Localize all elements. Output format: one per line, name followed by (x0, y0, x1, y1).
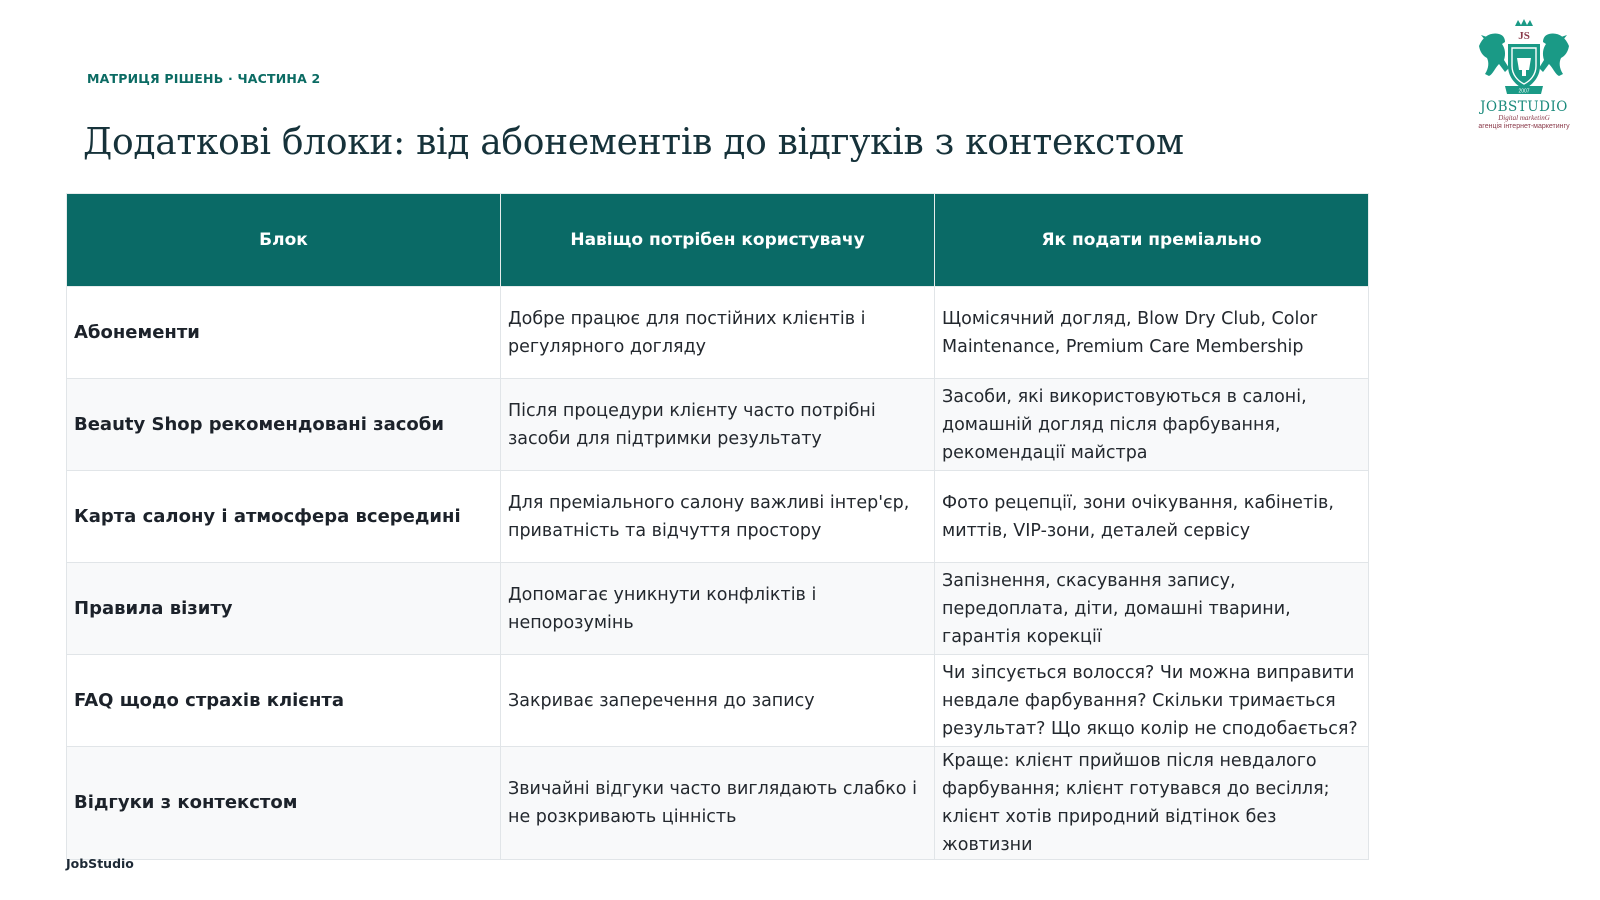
table-header-row (67, 194, 1369, 287)
row-how: Фото рецепції, зони очікування, кабінетів, миттів, VIP-зони, деталей сервісу (935, 471, 1369, 563)
jobstudio-logo (1468, 18, 1580, 136)
table-row (67, 471, 1369, 563)
section-kicker: МАТРИЦЯ РІШЕНЬ · ЧАСТИНА 2 (87, 71, 321, 86)
footer-brand: JobStudio (66, 856, 134, 871)
row-block-name: FAQ щодо страхів клієнта (67, 655, 501, 747)
page-title: Додаткові блоки: від абонементів до відгуків з контекстом (83, 122, 1184, 163)
row-block-name: Відгуки з контекстом (67, 747, 501, 860)
logo-name: JOBSTUDIO (1480, 99, 1568, 115)
column-header-how: Як подати преміально (935, 194, 1369, 287)
row-how: Запізнення, скасування запису, передоплата, діти, домашні тварини, гарантія корекції (935, 563, 1369, 655)
row-block-name: Карта салону і атмосфера всередині (67, 471, 501, 563)
column-header-why: Навіщо потрібен користувачу (501, 194, 935, 287)
column-header-block: Блок (67, 194, 501, 287)
logo-emblem-icon (1475, 18, 1573, 100)
row-why: Допомагає уникнути конфліктів і непорозумінь (501, 563, 935, 655)
row-how: Засоби, які використовуються в салоні, домашній догляд після фарбування, рекомендації майстра (935, 379, 1369, 471)
table-row (67, 747, 1369, 860)
svg-text:2007: 2007 (1518, 88, 1530, 95)
row-how: Чи зіпсується волосся? Чи можна виправити невдале фарбування? Скільки тримається результат? Що якщо колір не сподобається? (935, 655, 1369, 747)
row-how: Краще: клієнт прийшов після невдалого фарбування; клієнт готувався до весілля; клієнт хотів природний відтінок без жовтизни (935, 747, 1369, 860)
logo-tagline: Digital marketinG (1498, 114, 1550, 122)
row-why: Звичайні відгуки часто виглядають слабко і не розкривають цінність (501, 747, 935, 860)
logo-monogram: JS (1518, 30, 1530, 42)
table-row (67, 655, 1369, 747)
row-why: Для преміального салону важливі інтер'єр, приватність та відчуття простору (501, 471, 935, 563)
row-block-name: Правила візиту (67, 563, 501, 655)
table-row (67, 563, 1369, 655)
row-why: Добре працює для постійних клієнтів і регулярного догляду (501, 287, 935, 379)
row-block-name: Абонементи (67, 287, 501, 379)
logo-subtitle: агенція інтернет-маркетингу (1478, 123, 1570, 130)
table-row (67, 287, 1369, 379)
row-why: Закриває заперечення до запису (501, 655, 935, 747)
row-block-name: Beauty Shop рекомендовані засоби (67, 379, 501, 471)
row-how: Щомісячний догляд, Blow Dry Club, Color Maintenance, Premium Care Membership (935, 287, 1369, 379)
decision-matrix-table (66, 193, 1369, 860)
row-why: Після процедури клієнту часто потрібні засоби для підтримки результату (501, 379, 935, 471)
table-row (67, 379, 1369, 471)
